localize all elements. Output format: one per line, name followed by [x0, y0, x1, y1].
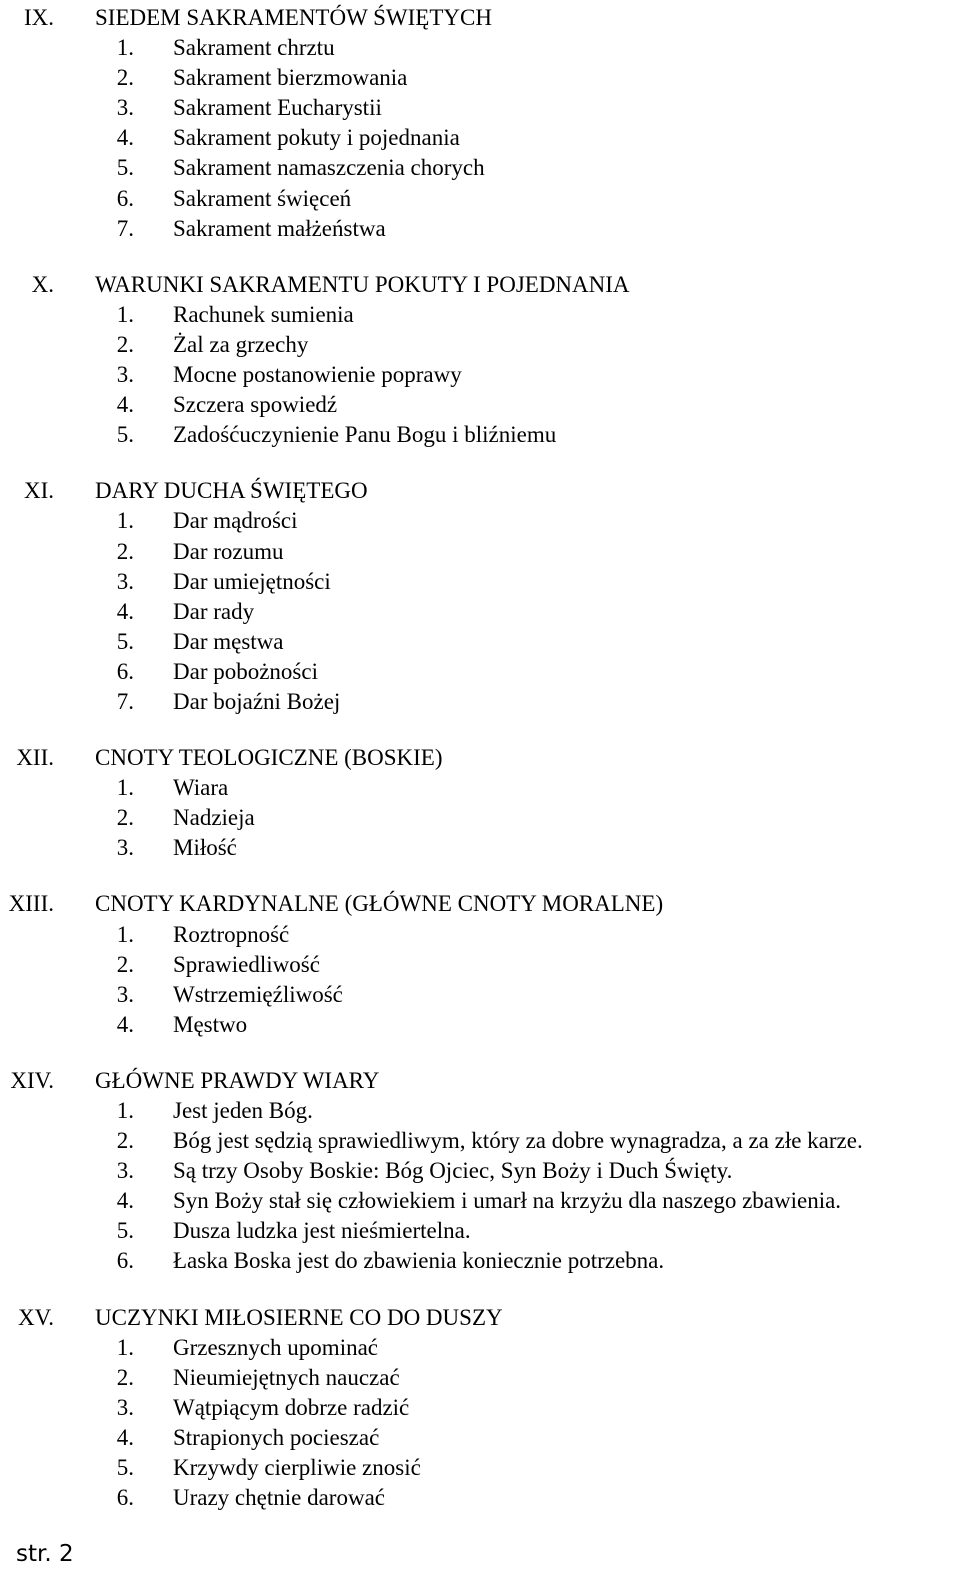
list-item-number: 1. — [116, 35, 134, 61]
list-item-number: 4. — [116, 125, 134, 151]
list-item-text: Dar męstwa — [173, 628, 284, 654]
list-item — [0, 833, 960, 863]
list-item-text: Sakrament Eucharystii — [173, 95, 382, 121]
list-item-text: Grzesznych upominać — [173, 1334, 379, 1360]
list-item-number: 4. — [116, 1424, 134, 1450]
section-header — [0, 743, 960, 773]
list-item-number: 7. — [116, 688, 134, 714]
list-item-text: Szczera spowiedź — [173, 392, 338, 418]
list-item-number: 1. — [116, 508, 134, 534]
list-item-text: Sakrament małżeństwa — [173, 215, 386, 241]
list-item-text: Dusza ludzka jest nieśmiertelna. — [173, 1218, 471, 1244]
list-item-number: 4. — [116, 598, 134, 624]
document-body — [0, 3, 960, 1513]
section — [0, 889, 960, 1039]
list-item-text: Sakrament namaszczenia chorych — [173, 155, 485, 181]
list-item-number: 1. — [116, 1334, 134, 1360]
section-header — [0, 1066, 960, 1096]
list-item — [0, 657, 960, 687]
list-item-number: 3. — [116, 1158, 134, 1184]
list-item-number: 3. — [116, 362, 134, 388]
list-item — [0, 390, 960, 420]
list-item-text: Zadośćuczynienie Panu Bogu i bliźniemu — [173, 422, 557, 448]
list-item — [0, 773, 960, 803]
list-item-number: 4. — [116, 1011, 134, 1037]
list-item-number: 4. — [116, 1188, 134, 1214]
section-header — [0, 270, 960, 300]
list-item — [0, 1126, 960, 1156]
list-item-text: Dar pobożności — [173, 658, 318, 684]
section — [0, 476, 960, 717]
list-item — [0, 803, 960, 833]
list-item-number: 1. — [116, 1098, 134, 1123]
section — [0, 1303, 960, 1514]
section-title: GŁÓWNE PRAWDY WIARY — [95, 1067, 380, 1093]
list-item — [0, 950, 960, 980]
list-item — [0, 1423, 960, 1453]
list-item — [0, 1186, 960, 1216]
list-item-number: 3. — [116, 981, 134, 1007]
page-number: str. 2 — [16, 1541, 74, 1567]
list-item-text: Dar umiejętności — [173, 568, 331, 594]
list-item-number: 2. — [116, 1364, 134, 1390]
list-item-number: 4. — [116, 392, 134, 418]
list-item-text: Roztropność — [173, 921, 290, 947]
list-item-number: 5. — [116, 422, 134, 448]
list-item-number: 2. — [116, 1128, 134, 1154]
list-item-text: Miłość — [173, 835, 237, 861]
list-item-text: Rachunek sumienia — [173, 301, 354, 327]
list-item-number: 7. — [116, 215, 134, 241]
list-item-number: 1. — [116, 775, 134, 801]
list-item — [0, 627, 960, 657]
list-item — [0, 63, 960, 93]
section-title: CNOTY TEOLOGICZNE (BOSKIE) — [95, 745, 443, 771]
list-item-text: Sakrament bierzmowania — [173, 65, 408, 91]
list-item — [0, 153, 960, 183]
list-item-number: 6. — [116, 658, 134, 684]
section-title: UCZYNKI MIŁOSIERNE CO DO DUSZY — [95, 1304, 503, 1330]
list-item-number: 3. — [116, 95, 134, 121]
list-item — [0, 687, 960, 717]
list-item-text: Syn Boży stał się człowiekiem i umarł na krzyżu dla naszego zbawienia. — [173, 1188, 842, 1214]
list-item-number: 6. — [116, 1485, 134, 1511]
list-item-number: 2. — [116, 951, 134, 977]
list-item-text: Jest jeden Bóg. — [173, 1098, 313, 1123]
list-item-text: Mocne postanowienie poprawy — [173, 362, 462, 388]
list-item-text: Wiara — [173, 775, 229, 801]
section — [0, 1066, 960, 1277]
list-item-text: Łaska Boska jest do zbawienia koniecznie potrzebna. — [173, 1248, 665, 1274]
list-item-text: Urazy chętnie darować — [173, 1485, 385, 1511]
list-item — [0, 537, 960, 567]
list-item — [0, 1453, 960, 1483]
list-item-text: Sakrament święceń — [173, 185, 352, 211]
section-header — [0, 476, 960, 506]
list-item-text: Wątpiącym dobrze radzić — [173, 1394, 410, 1420]
list-item — [0, 214, 960, 244]
section-header — [0, 3, 960, 33]
section-title: SIEDEM SAKRAMENTÓW ŚWIĘTYCH — [95, 5, 492, 30]
list-item-number: 3. — [116, 1394, 134, 1420]
list-item-number: 2. — [116, 805, 134, 831]
list-item — [0, 123, 960, 153]
section-numeral: XV. — [17, 1304, 54, 1330]
list-item-number: 5. — [116, 155, 134, 181]
list-item-text: Krzywdy cierpliwie znosić — [173, 1455, 421, 1481]
section-header — [0, 889, 960, 919]
list-item — [0, 567, 960, 597]
list-item — [0, 420, 960, 450]
list-item-text: Bóg jest sędzią sprawiedliwym, który za dobre wynagradza, a za złe karze. — [173, 1128, 863, 1154]
section-numeral: XI. — [23, 478, 54, 504]
list-item — [0, 300, 960, 330]
section-title: CNOTY KARDYNALNE (GŁÓWNE CNOTY MORALNE) — [95, 891, 664, 917]
list-item — [0, 1010, 960, 1040]
list-item — [0, 980, 960, 1010]
list-item — [0, 1393, 960, 1423]
list-item — [0, 1156, 960, 1186]
list-item-text: Dar bojaźni Bożej — [173, 688, 341, 714]
list-item — [0, 1246, 960, 1276]
list-item — [0, 1363, 960, 1393]
section-numeral: X. — [31, 271, 54, 297]
list-item — [0, 506, 960, 536]
list-item-text: Są trzy Osoby Boskie: Bóg Ojciec, Syn Boży i Duch Święty. — [173, 1158, 733, 1184]
section — [0, 743, 960, 863]
list-item-text: Sakrament pokuty i pojednania — [173, 125, 460, 151]
list-item-text: Męstwo — [173, 1011, 248, 1037]
section-numeral: XIII. — [8, 891, 54, 917]
list-item-number: 5. — [116, 628, 134, 654]
list-item — [0, 1483, 960, 1513]
list-item-number: 3. — [116, 568, 134, 594]
list-item — [0, 360, 960, 390]
list-item-text: Strapionych pocieszać — [173, 1424, 380, 1450]
list-item — [0, 93, 960, 123]
list-item-number: 2. — [116, 331, 134, 357]
list-item — [0, 33, 960, 63]
list-item-number: 6. — [116, 1248, 134, 1274]
list-item-text: Sprawiedliwość — [173, 951, 320, 977]
list-item-text: Dar rady — [173, 598, 255, 624]
list-item — [0, 920, 960, 950]
list-item-number: 5. — [116, 1455, 134, 1481]
section — [0, 270, 960, 451]
list-item — [0, 184, 960, 214]
list-item-number: 2. — [116, 65, 134, 91]
section-numeral: XII. — [16, 745, 54, 771]
list-item-number: 6. — [116, 185, 134, 211]
list-item-number: 5. — [116, 1218, 134, 1244]
list-item-text: Dar rozumu — [173, 538, 284, 564]
list-item — [0, 1216, 960, 1246]
list-item — [0, 330, 960, 360]
list-item-number: 2. — [116, 538, 134, 564]
section-title: WARUNKI SAKRAMENTU POKUTY I POJEDNANIA — [95, 271, 630, 297]
list-item-text: Sakrament chrztu — [173, 35, 335, 61]
list-item — [0, 1096, 960, 1126]
list-item-number: 1. — [116, 921, 134, 947]
list-item — [0, 597, 960, 627]
section-numeral: XIV. — [10, 1067, 54, 1093]
list-item-text: Żal za grzechy — [173, 331, 309, 357]
section-title: DARY DUCHA ŚWIĘTEGO — [95, 478, 368, 504]
list-item-number: 1. — [116, 301, 134, 327]
list-item-text: Nadzieja — [173, 805, 255, 831]
list-item-text: Wstrzemięźliwość — [173, 981, 343, 1007]
section — [0, 3, 960, 244]
list-item-text: Nieumiejętnych nauczać — [173, 1364, 400, 1390]
list-item-text: Dar mądrości — [173, 508, 298, 534]
list-item — [0, 1333, 960, 1363]
section-header — [0, 1303, 960, 1333]
list-item-number: 3. — [116, 835, 134, 861]
section-numeral: IX. — [23, 5, 54, 30]
